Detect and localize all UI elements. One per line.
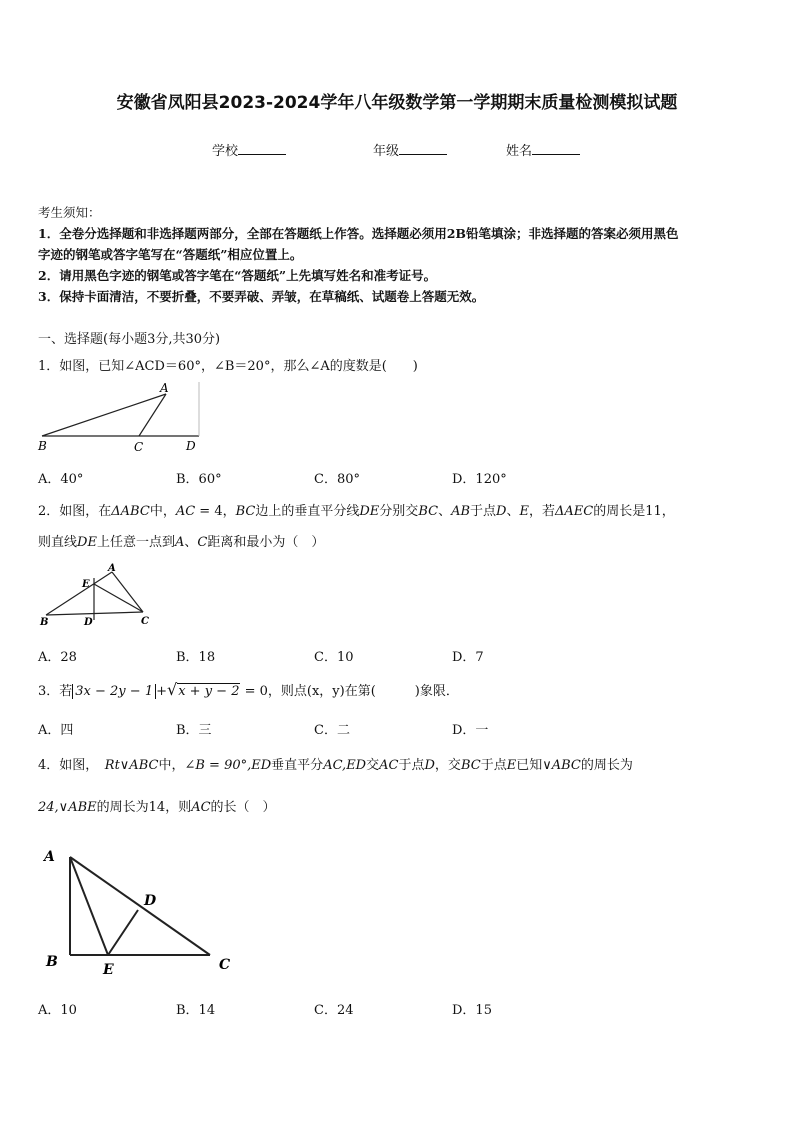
q4-text: 于点 xyxy=(480,758,507,773)
q4-math: 24,∨ABE xyxy=(38,800,97,815)
name-label: 姓名 xyxy=(506,144,533,159)
q1-label-c: C xyxy=(134,440,144,454)
q1-line-ac xyxy=(139,394,166,436)
q2-option-c[interactable]: C．10 xyxy=(314,650,354,665)
school-field[interactable] xyxy=(212,140,286,159)
q4-math: ∨ABC xyxy=(542,758,581,773)
q3-option-d[interactable]: D．一 xyxy=(452,723,489,738)
q4-text: ，交 xyxy=(434,758,461,773)
q3-option-b[interactable]: B．三 xyxy=(176,723,212,738)
q4-text: 4．如图， xyxy=(38,758,105,773)
q2-text: 、 xyxy=(184,535,198,550)
q1-option-d[interactable]: D．120° xyxy=(452,472,507,487)
q4-stem-line-2 xyxy=(38,796,276,815)
q4-label-d: D xyxy=(144,893,157,909)
q4-option-a[interactable]: A．10 xyxy=(38,1003,77,1018)
q2-text: = 4， xyxy=(195,504,236,519)
q4-figure xyxy=(40,843,240,983)
q2-label-e: E xyxy=(82,579,90,590)
q2-math: DE xyxy=(359,504,380,519)
q2-text: 上任意一点到 xyxy=(96,535,175,550)
q4-label-e: E xyxy=(103,962,114,978)
q2-text: 于点 xyxy=(470,504,497,519)
q2-text: 则直线 xyxy=(38,535,78,550)
q2-math: ΔABC xyxy=(111,504,150,519)
q3-text: + xyxy=(156,684,167,699)
q1-figure xyxy=(34,380,206,454)
q3-text: 3．若 xyxy=(38,684,73,699)
grade-label: 年级 xyxy=(373,144,400,159)
q4-math: AC xyxy=(191,800,211,815)
name-field[interactable] xyxy=(506,140,580,159)
q2-line-ac xyxy=(112,572,143,612)
q2-label-d: D xyxy=(84,617,93,628)
q1-line-ba xyxy=(42,394,166,436)
notice-item-2: 2．请用黑色字迹的钢笔或答字笔在“答题纸”上先填写姓名和准考证号。 xyxy=(38,268,437,283)
q2-label-c: C xyxy=(141,616,149,627)
q4-math: AC xyxy=(379,758,399,773)
school-label: 学校 xyxy=(212,144,239,159)
q1-label-d: D xyxy=(186,439,196,453)
q2-text: 、 xyxy=(506,504,520,519)
name-blank[interactable] xyxy=(532,142,580,155)
q2-math: E xyxy=(519,504,529,519)
q4-text: 中， xyxy=(158,758,185,773)
notice-item-1-line-1: 1．全卷分选择题和非选择题两部分，全部在答题纸上作答。选择题必须用2B铅笔填涂；非选择题的答案必须用黑色 xyxy=(38,226,679,241)
q1-label-a: A xyxy=(160,381,169,395)
q2-math: AC xyxy=(175,504,196,519)
school-blank[interactable] xyxy=(238,142,286,155)
q2-math: AB xyxy=(451,504,471,519)
q2-text: 的周长是11， xyxy=(593,504,675,519)
q2-math: ΔAEC xyxy=(555,504,594,519)
q4-math: ∠B = 90°,ED xyxy=(184,758,272,773)
q2-text: 分别交 xyxy=(379,504,419,519)
q2-stem-line-2 xyxy=(38,531,324,550)
notice-heading: 考生须知： xyxy=(38,205,101,220)
q2-math: BC xyxy=(235,504,256,519)
q1-option-c[interactable]: C．80° xyxy=(314,472,360,487)
q4-text: 已知 xyxy=(516,758,543,773)
q2-option-a[interactable]: A．28 xyxy=(38,650,77,665)
q3-text: ，则点(x，y)在第( )象限． xyxy=(267,684,459,699)
q4-label-b: B xyxy=(46,954,58,970)
q4-line-ed xyxy=(108,910,138,955)
q4-option-c[interactable]: C．24 xyxy=(314,1003,354,1018)
q3-option-a[interactable]: A．四 xyxy=(38,723,74,738)
q4-line-ac xyxy=(70,857,210,955)
q2-label-b: B xyxy=(40,617,49,628)
q2-math: D xyxy=(496,504,507,519)
q4-option-b[interactable]: B．14 xyxy=(176,1003,216,1018)
q3-abs-expression: 3x − 2y − 1 xyxy=(72,684,156,699)
q2-math: BC xyxy=(418,504,439,519)
q3-stem xyxy=(38,680,459,700)
q2-figure xyxy=(38,560,156,628)
q4-text: ，则 xyxy=(165,800,192,815)
q4-math: E xyxy=(506,758,517,773)
q2-math: A xyxy=(174,535,185,550)
q4-math: Rt∨ABC xyxy=(104,758,159,773)
q4-line-ae xyxy=(70,857,108,955)
notice-item-3: 3．保持卡面清洁，不要折叠，不要弄破、弄皱，在草稿纸、试题卷上答题无效。 xyxy=(38,289,485,304)
grade-field[interactable] xyxy=(373,140,447,159)
q4-stem-line-1 xyxy=(38,754,633,773)
notice-item-1-line-2: 字迹的钢笔或答字笔写在“答题纸”相应位置上。 xyxy=(38,247,303,262)
q3-option-c[interactable]: C．二 xyxy=(314,723,350,738)
q2-option-d[interactable]: D．7 xyxy=(452,650,484,665)
q4-text: 垂直平分 xyxy=(271,758,324,773)
q4-math: AC,ED xyxy=(323,758,367,773)
q4-math: D xyxy=(424,758,435,773)
q2-text: 、 xyxy=(438,504,452,519)
q2-text: ，若 xyxy=(529,504,556,519)
q4-option-d[interactable]: D．15 xyxy=(452,1003,492,1018)
q4-text: 交 xyxy=(366,758,380,773)
q4-math: 14 xyxy=(148,800,166,815)
section-heading: 一、选择题(每小题3分,共30分) xyxy=(38,332,221,347)
q4-math: BC xyxy=(460,758,481,773)
q4-text: 于点 xyxy=(398,758,425,773)
q2-text: 距离和最小为（ ） xyxy=(207,535,325,550)
q2-text: 中， xyxy=(149,504,176,519)
q2-line-ec xyxy=(94,584,143,612)
q1-label-b: B xyxy=(38,439,47,453)
q2-text: 边上的垂直平分线 xyxy=(255,504,360,519)
grade-blank[interactable] xyxy=(399,142,447,155)
q4-label-c: C xyxy=(219,957,231,973)
q3-sqrt-expression: x + y − 2 xyxy=(178,684,240,699)
q2-math: DE xyxy=(77,535,97,550)
q2-math: C xyxy=(197,535,208,550)
q3-text: = 0 xyxy=(240,684,268,699)
q1-option-a[interactable]: A．40° xyxy=(38,472,84,487)
q2-option-b[interactable]: B．18 xyxy=(176,650,216,665)
q2-line-ba xyxy=(46,572,112,615)
q1-stem: 1．如图，已知∠ACD＝60°，∠B＝20°，那么∠A的度数是( ) xyxy=(38,359,418,374)
q4-text: 的周长为 xyxy=(96,800,149,815)
q1-option-b[interactable]: B．60° xyxy=(176,472,222,487)
q4-text: 的长（ ） xyxy=(210,800,276,815)
q2-stem-line-1 xyxy=(38,500,675,519)
page-title: 安徽省凤阳县2023-2024学年八年级数学第一学期期末质量检测模拟试题 xyxy=(116,93,678,113)
q4-text: 的周长为 xyxy=(580,758,633,773)
q2-text: 2．如图，在 xyxy=(38,504,112,519)
sqrt-icon: √ xyxy=(167,680,178,699)
q2-label-a: A xyxy=(108,563,116,574)
q4-label-a: A xyxy=(44,849,55,865)
